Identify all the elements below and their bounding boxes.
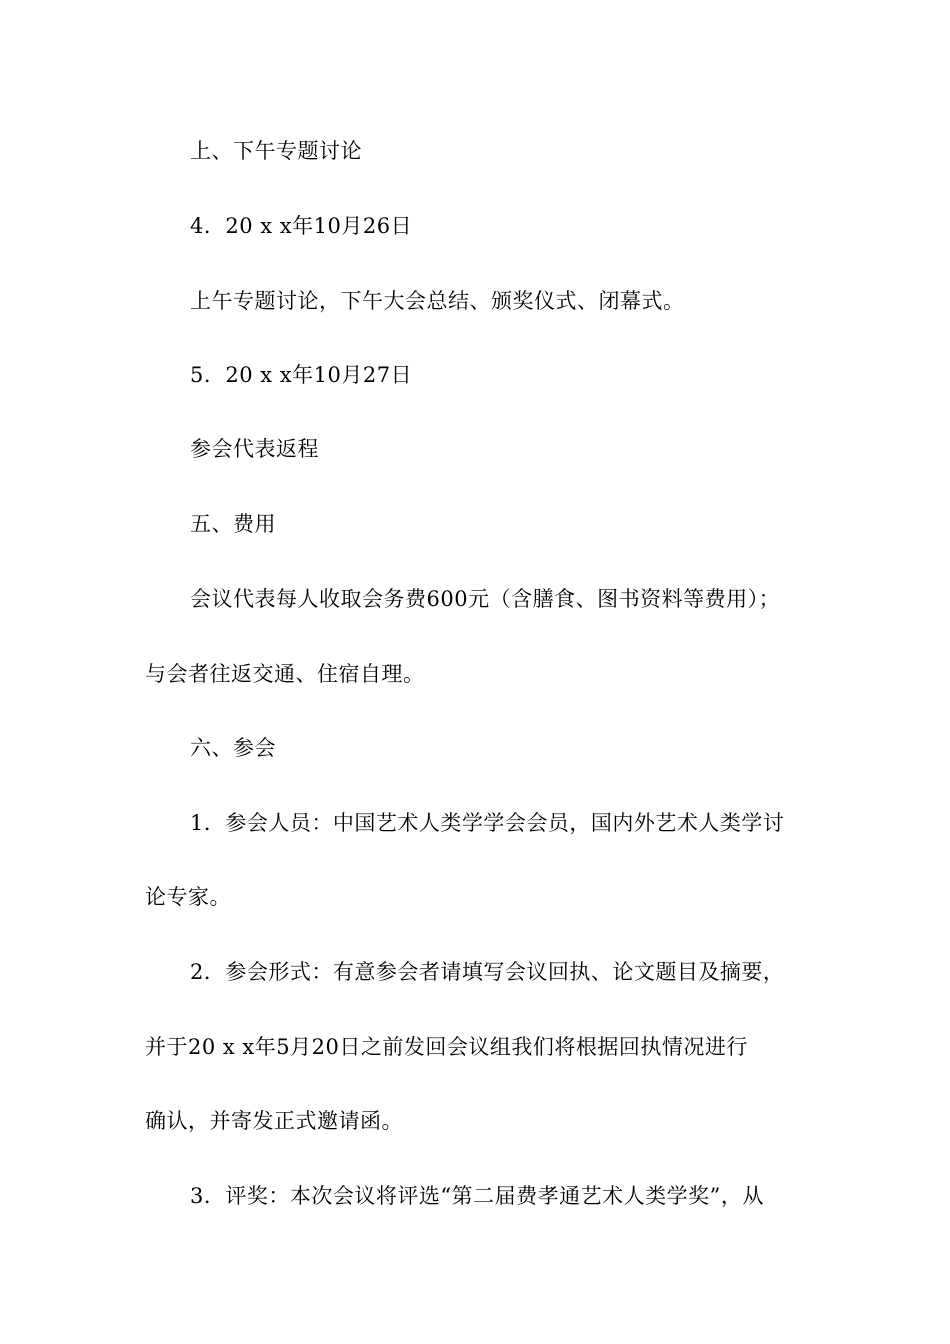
- text-line-participation-form-3: 确认，并寄发正式邀请函。: [145, 1109, 403, 1133]
- text-line-fee-details: 会议代表每人收取会务费600元（含膳食、图书资料等费用）；: [190, 587, 781, 611]
- text-line-participants-continued: 论专家。: [145, 885, 231, 909]
- text-line-oct-26-schedule: 上午专题讨论，下午大会总结、颁奖仪式、闭幕式。: [190, 289, 685, 313]
- text-line-date-oct-26: 4．20 x x年10月26日: [190, 214, 413, 238]
- section-heading-participation: 六、参会: [190, 736, 276, 760]
- text-line-participants: 1．参会人员：中国艺术人类学学会会员，国内外艺术人类学讨: [190, 811, 785, 835]
- text-line-awards: 3．评奖：本次会议将评选“第二届费孝通艺术人类学奖”，从: [190, 1184, 764, 1208]
- text-line-date-oct-27: 5．20 x x年10月27日: [190, 363, 413, 387]
- text-line-afternoon-discussion: 上、下午专题讨论: [190, 139, 362, 163]
- text-line-participation-form: 2．参会形式：有意参会者请填写会议回执、论文题目及摘要，: [190, 960, 785, 984]
- section-heading-fees: 五、费用: [190, 512, 276, 536]
- text-line-return-trip: 参会代表返程: [190, 437, 319, 461]
- text-line-fee-details-continued: 与会者往返交通、住宿自理。: [145, 662, 425, 686]
- text-line-participation-form-2: 并于20 x x年5月20日之前发回会议组我们将根据回执情况进行: [145, 1035, 748, 1059]
